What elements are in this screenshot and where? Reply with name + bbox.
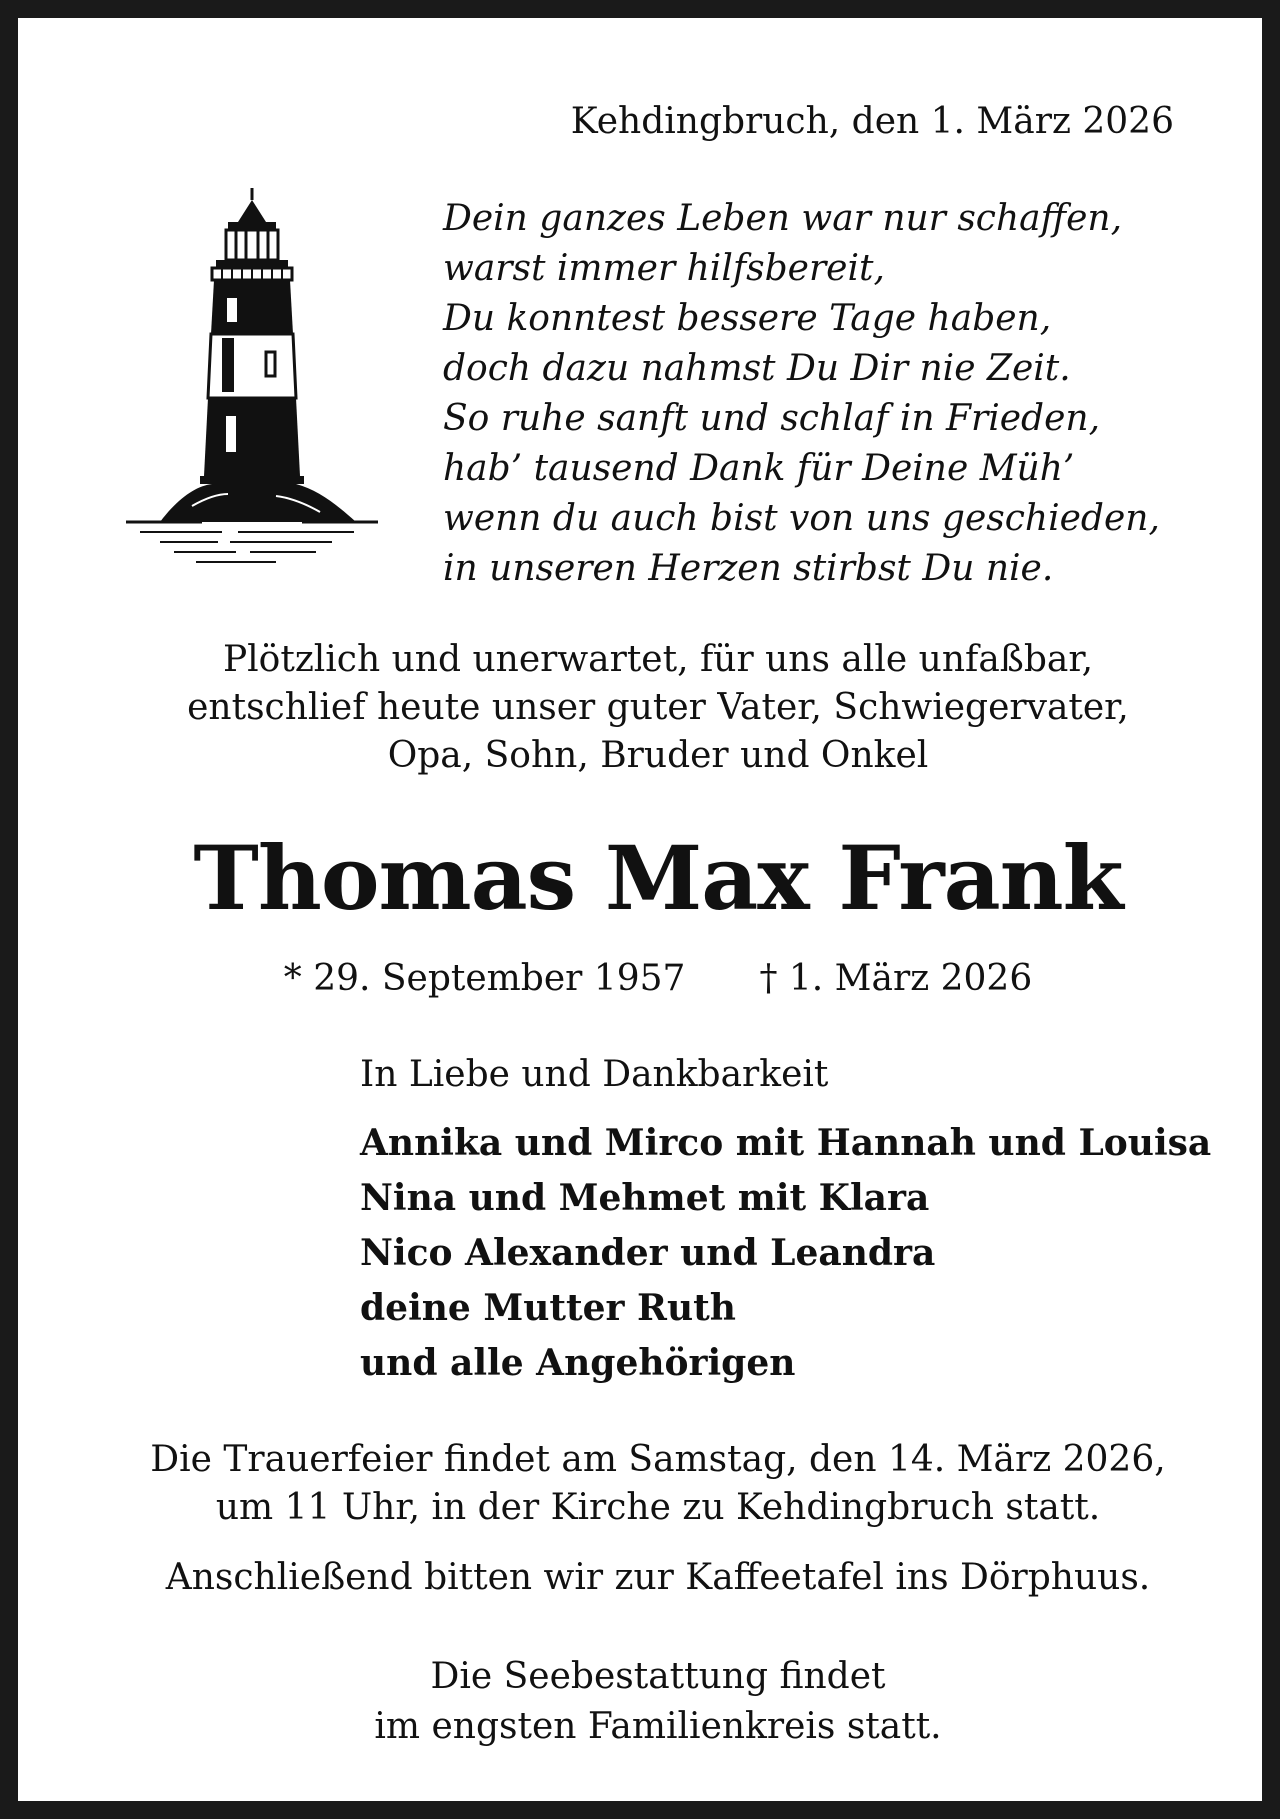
poem-line: wenn du auch bist von uns geschieden, xyxy=(443,498,1160,539)
poem-line: doch dazu nahmst Du Dir nie Zeit. xyxy=(443,348,1071,389)
birth-date: * 29. September 1957 xyxy=(283,958,686,999)
burial-line: im engsten Familienkreis statt. xyxy=(374,1706,942,1747)
deceased-name: Thomas Max Frank xyxy=(193,826,1123,930)
poem-line: Dein ganzes Leben war nur schaffen, xyxy=(443,198,1123,239)
funeral-service-info xyxy=(18,1436,1280,1532)
sea-burial-info xyxy=(18,1652,1280,1752)
poem-line: warst immer hilfsbereit, xyxy=(443,248,885,289)
place-date: Kehdingbruch, den 1. März 2026 xyxy=(570,101,1174,142)
lighthouse-icon xyxy=(126,186,378,570)
announcement-line: Opa, Sohn, Bruder und Onkel xyxy=(387,735,929,776)
mourner-entry: Nina und Mehmet mit Klara xyxy=(360,1177,930,1219)
poem-line: So ruhe sanft und schlaf in Frieden, xyxy=(443,398,1101,439)
service-line: um 11 Uhr, in der Kirche zu Kehdingbruch statt. xyxy=(215,1487,1101,1528)
poem xyxy=(443,194,1160,594)
mourner-entry: deine Mutter Ruth xyxy=(360,1287,736,1329)
death-date: † 1. März 2026 xyxy=(759,958,1033,999)
coffee-invitation: Anschließend bitten wir zur Kaffeetafel ins Dörphuus. xyxy=(165,1557,1151,1598)
announcement-text xyxy=(18,636,1280,780)
mourners-intro: In Liebe und Dankbarkeit xyxy=(360,1054,829,1095)
mourner-entry: Annika und Mirco mit Hannah und Louisa xyxy=(360,1122,1212,1164)
life-dates xyxy=(18,956,1280,1002)
service-line: Die Trauerfeier findet am Samstag, den 14. März 2026, xyxy=(150,1439,1166,1480)
burial-line: Die Seebestattung findet xyxy=(430,1656,886,1697)
mourners-list xyxy=(360,1116,1211,1391)
poem-line: Du konntest bessere Tage haben, xyxy=(443,298,1052,339)
poem-line: hab’ tausend Dank für Deine Müh’ xyxy=(443,448,1075,489)
mourner-entry: und alle Angehörigen xyxy=(360,1342,796,1384)
announcement-line: entschlief heute unser guter Vater, Schwiegervater, xyxy=(187,687,1129,728)
poem-line: in unseren Herzen stirbst Du nie. xyxy=(443,548,1054,589)
mourner-entry: Nico Alexander und Leandra xyxy=(360,1232,936,1274)
announcement-line: Plötzlich und unerwartet, für uns alle unfaßbar, xyxy=(222,639,1094,680)
